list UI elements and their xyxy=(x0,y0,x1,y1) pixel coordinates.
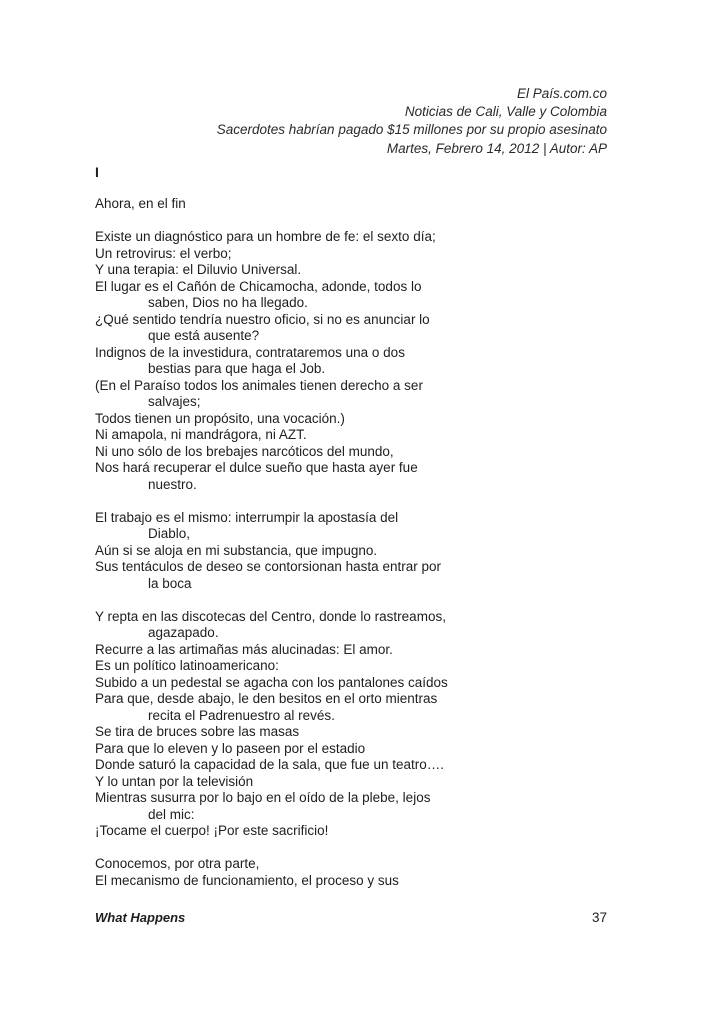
poem-line: Todos tienen un propósito, una vocación.) xyxy=(95,410,345,426)
poem-line: Un retrovirus: el verbo; xyxy=(95,245,232,261)
poem-line: Ni amapola, ni mandrágora, ni AZT. xyxy=(95,427,307,442)
stanza xyxy=(95,196,615,213)
stanza xyxy=(95,510,615,593)
poem-line-continuation: salvajes; xyxy=(148,394,201,409)
poem-line: Es un político latinoamericano: xyxy=(95,658,279,673)
poem-line: Ahora, en el fin xyxy=(95,196,186,211)
epigraph-dateline: Martes, Febrero 14, 2012 | Autor: AP xyxy=(386,140,607,156)
section-number: I xyxy=(95,164,99,180)
poem-line: Recurre a las artimañas más alucinadas: El amor. xyxy=(95,641,393,657)
page-footer xyxy=(95,910,607,926)
poem-line: Donde saturó la capacidad de la sala, que fue un teatro…. xyxy=(95,757,444,772)
poem-line-continuation: del mic: xyxy=(148,806,195,822)
poem-line: Subido a un pedestal se agacha con los pantalones caídos xyxy=(95,674,448,690)
poem-line-continuation: bestias para que haga el Job. xyxy=(148,361,326,376)
poem-line: Para que, desde abajo, le den besitos en el orto mientras xyxy=(95,691,438,706)
poem-line-continuation: que está ausente? xyxy=(148,328,260,343)
poem-line: El trabajo es el mismo: interrumpir la apostasía del xyxy=(95,509,399,525)
epigraph-headline: Sacerdotes habrían pagado $15 millones por su propio asesinato xyxy=(216,122,607,138)
poem-line: Nos hará recuperar el dulce sueño que hasta ayer fue xyxy=(95,460,418,475)
stanza xyxy=(95,229,615,493)
poem-line: Y lo untan por la televisión xyxy=(95,773,254,789)
footer-book-title: What Happens xyxy=(95,910,186,925)
poem-line: Ni uno sólo de los brebajes narcóticos del mundo, xyxy=(95,443,394,459)
poem-line: ¿Qué sentido tendría nuestro oficio, si no es anunciar lo xyxy=(95,311,430,327)
poem-line: Indignos de la investidura, contrataremos una o dos xyxy=(95,344,405,360)
poem-line: Existe un diagnóstico para un hombre de fe: el sexto día; xyxy=(95,229,436,244)
poem-line: Y repta en las discotecas del Centro, donde lo rastreamos, xyxy=(95,608,446,624)
poem-line: Sus tentáculos de deseo se contorsionan hasta entrar por xyxy=(95,559,441,574)
poem-line: (En el Paraíso todos los animales tienen derecho a ser xyxy=(95,377,423,393)
poem-line: ¡Tocame el cuerpo! ¡Por este sacrificio! xyxy=(95,823,329,838)
poem-line-continuation: agazapado. xyxy=(148,625,219,640)
epigraph xyxy=(87,85,607,158)
poem-line: Aún si se aloja en mi substancia, que impugno. xyxy=(95,542,378,558)
poem-line-continuation: nuestro. xyxy=(148,476,197,492)
poem-line-continuation: la boca xyxy=(148,575,192,591)
epigraph-section: Noticias de Cali, Valle y Colombia xyxy=(404,104,607,120)
poem-body xyxy=(95,196,615,889)
poem-line-continuation: Diablo, xyxy=(148,526,191,541)
poem-line: El mecanismo de funcionamiento, el proceso y sus xyxy=(95,872,399,888)
poem-line: El lugar es el Cañón de Chicamocha, adonde, todos lo xyxy=(95,278,422,294)
poem-line: Se tira de bruces sobre las masas xyxy=(95,724,300,739)
epigraph-source: El País.com.co xyxy=(516,86,607,101)
poem-line-continuation: recita el Padrenuestro al revés. xyxy=(148,707,335,723)
stanza xyxy=(95,856,615,889)
poem-line: Y una terapia: el Diluvio Universal. xyxy=(95,262,302,277)
poem-line: Mientras susurra por lo bajo en el oído de la plebe, lejos xyxy=(95,790,431,805)
poem-line-continuation: saben, Dios no ha llegado. xyxy=(148,295,308,310)
poem-line: Para que lo eleven y lo paseen por el estadio xyxy=(95,740,366,756)
poem-line: Conocemos, por otra parte, xyxy=(95,856,260,871)
stanza xyxy=(95,609,615,840)
page-number: 37 xyxy=(591,910,607,925)
